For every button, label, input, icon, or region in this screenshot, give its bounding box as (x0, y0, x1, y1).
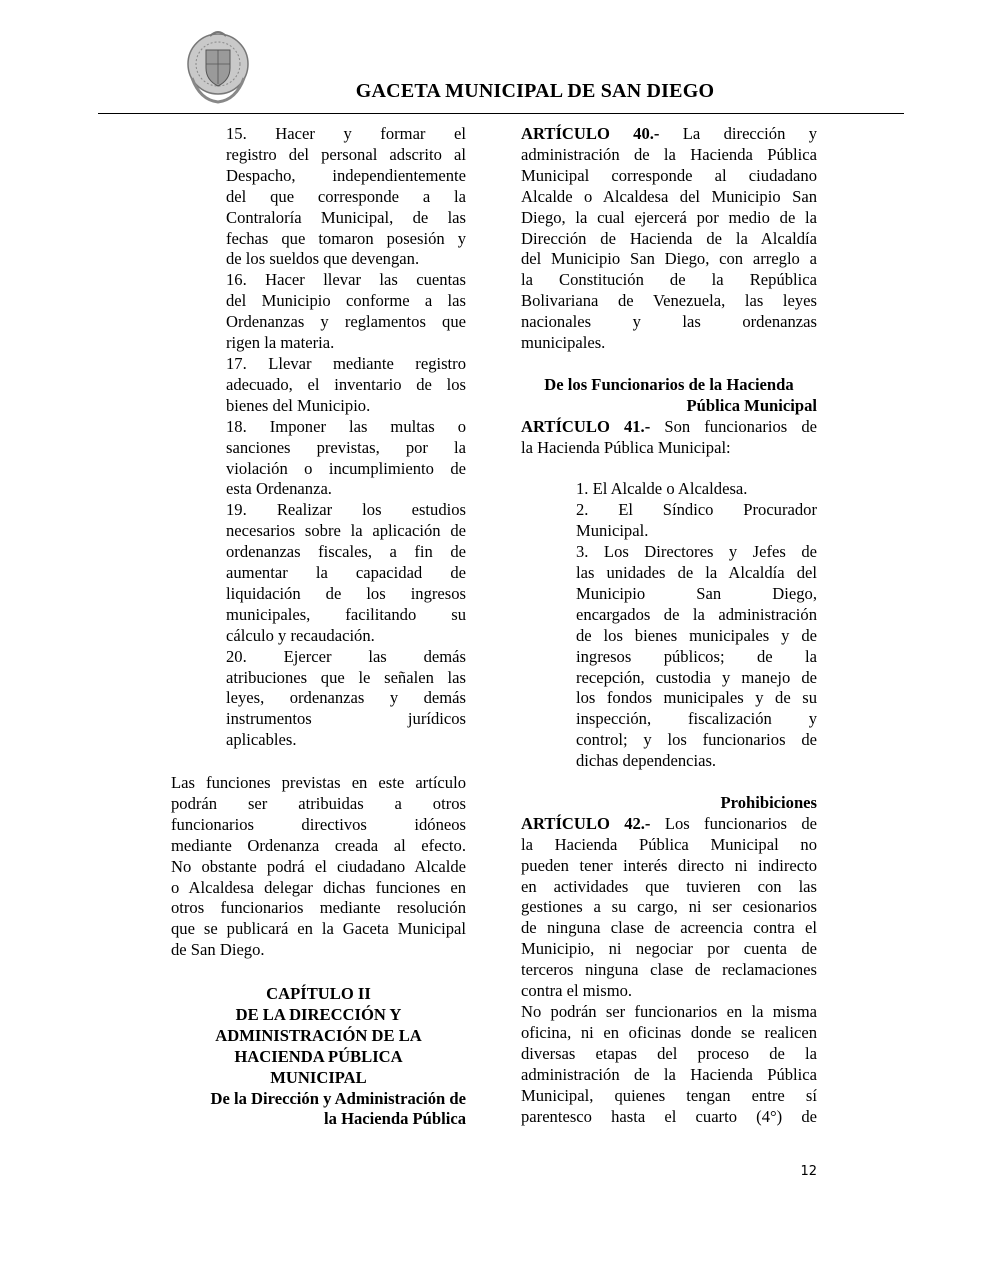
list-item-line: Ordenanzas y reglamentos que (226, 312, 466, 332)
article-text: La dirección y (682, 124, 817, 143)
list-item-line: bienes del Municipio. (226, 395, 371, 415)
article-label: ARTÍCULO 40.- (521, 124, 660, 143)
list-item-line: de los sueldos que devengan. (226, 249, 420, 269)
delegation-paragraph (171, 773, 466, 961)
section-heading-line: Pública Municipal (686, 395, 817, 415)
list-item-line: los fondos municipales y de su (576, 688, 817, 708)
officials-list (576, 479, 817, 772)
list-item-line: de los bienes municipales y de (576, 625, 817, 645)
article-line: Municipio, ni negociar por cuenta de (521, 939, 817, 959)
article-42 (521, 814, 817, 1128)
chapter-heading-line: CAPÍTULO II (266, 984, 371, 1003)
article-line: administración de la Hacienda Pública (521, 144, 817, 164)
article-line: municipales. (521, 333, 606, 353)
chapter-heading-line: DE LA DIRECCIÓN Y (235, 1004, 402, 1024)
gazette-title: GACETA MUNICIPAL DE SAN DIEGO (355, 80, 715, 102)
list-item (576, 542, 817, 772)
article-line: la Constitución de la República (521, 270, 817, 290)
article-first-line (521, 814, 817, 835)
list-item-line: ordenanzas fiscales, a fin de (226, 542, 466, 562)
list-item-line: 20. Ejercer las demás (226, 646, 466, 666)
section-heading-line: Prohibiciones (720, 792, 817, 812)
article-line: contra el mismo. (521, 981, 633, 1001)
list-item-line: dichas dependencias. (576, 751, 717, 771)
list-item-line: 17. Llevar mediante registro (226, 353, 466, 373)
article-line: Dirección de Hacienda de la Alcaldía (521, 228, 817, 248)
list-item-15 (226, 124, 466, 270)
list-item-line: del Municipio conforme a las (226, 291, 466, 311)
list-item-line: Municipal. (576, 521, 649, 541)
list-item-line: ingresos públicos; de la (576, 646, 817, 666)
paragraph-line: otros funcionarios mediante resolución (171, 898, 466, 918)
coat-of-arms-icon (186, 28, 250, 108)
article-line: No podrán ser funcionarios en la misma (521, 1002, 817, 1022)
list-item-line: necesarios sobre la aplicación de (226, 521, 466, 541)
list-item-line: liquidación de los ingresos (226, 583, 466, 603)
section-heading-line: De los Funcionarios de la Hacienda (544, 374, 794, 394)
article-line: oficina, ni en oficinas donde se realicen (521, 1022, 817, 1042)
article-first-line (521, 417, 817, 438)
paragraph-line: podrán ser atribuidas a otros (171, 793, 466, 813)
list-item-line: del que corresponde a la (226, 186, 466, 206)
article-line: la Hacienda Pública Municipal no (521, 834, 817, 854)
article-line: terceros ninguna clase de reclamaciones (521, 960, 817, 980)
article-line: en actividades que tuvieren con las (521, 876, 817, 896)
paragraph-line: o Alcaldesa delegar dichas funciones en (171, 877, 466, 897)
list-item-line: 16. Hacer llevar las cuentas (226, 270, 466, 290)
list-item-line: aplicables. (226, 730, 297, 750)
article-line: la Hacienda Pública Municipal: (521, 437, 731, 457)
list-item-line: leyes, ordenanzas y demás (226, 688, 466, 708)
list-item-17 (226, 354, 466, 417)
article-line: Diego, la cual ejercerá por medio de la (521, 207, 817, 227)
list-item-line: atribuciones que le señalen las (226, 667, 466, 687)
article-line: del Municipio San Diego, con arreglo a (521, 249, 817, 269)
list-item-line: registro del personal adscrito al (226, 144, 466, 164)
chapter-heading-line: HACIENDA PÚBLICA (234, 1046, 403, 1066)
list-item-19 (226, 500, 466, 646)
list-item-line: violación o incumplimiento de (226, 458, 466, 478)
list-item-line: esta Ordenanza. (226, 479, 332, 499)
chapter-heading-line: ADMINISTRACIÓN DE LA (215, 1025, 422, 1045)
article-label: ARTÍCULO 41.- (521, 416, 651, 436)
paragraph-line: Las funciones previstas en este artículo (171, 773, 466, 792)
list-item-line: 15. Hacer y formar el (226, 124, 466, 143)
paragraph-line: No obstante podrá el ciudadano Alcalde (171, 856, 466, 876)
article-text: Los funcionarios de (664, 813, 817, 833)
article-line: Alcalde o Alcaldesa del Municipio San (521, 186, 817, 206)
article-line: nacionales y las ordenanzas (521, 312, 817, 332)
list-item-20 (226, 647, 466, 752)
article-first-line (521, 124, 817, 145)
list-item-line: inspección, fiscalización y (576, 709, 817, 729)
list-item-line: municipales, facilitando su (226, 604, 466, 624)
list-item-line: 3. Los Directores y Jefes de (576, 542, 817, 562)
paragraph-line: de San Diego. (171, 940, 265, 960)
article-line: administración de la Hacienda Pública (521, 1064, 817, 1084)
article-line: parentesco hasta el cuarto (4°) de (521, 1106, 817, 1126)
article-41 (521, 417, 817, 459)
list-item-line: Despacho, independientemente (226, 165, 466, 185)
article-line: diversas etapas del proceso de la (521, 1043, 817, 1063)
article-line: gestiones a su cargo, ni ser cesionarios (521, 897, 817, 917)
list-item (576, 479, 817, 500)
section-heading-line: De la Dirección y Administración de (210, 1088, 466, 1108)
list-item-line: adecuado, el inventario de los (226, 374, 466, 394)
list-item-18 (226, 417, 466, 501)
paragraph-line: mediante Ordenanza creada al efecto. (171, 835, 466, 855)
chapter-heading (171, 984, 466, 1130)
list-item-line: 19. Realizar los estudios (226, 500, 466, 520)
list-item-16 (226, 270, 466, 354)
list-item-line: sanciones previstas, por la (226, 437, 466, 457)
list-item-line: aumentar la capacidad de (226, 563, 466, 583)
article-line: de ninguna clase de acreencia contra el (521, 918, 817, 938)
list-item-line: 2. El Síndico Procurador (576, 500, 817, 520)
article-40 (521, 124, 817, 354)
paragraph-line: funcionarios directivos idóneos (171, 814, 466, 834)
article-line: Municipal, quienes tengan entre sí (521, 1085, 817, 1105)
list-item-line: las unidades de la Alcaldía del (576, 563, 817, 582)
page-number: 12 (800, 1164, 817, 1179)
article-line: Municipal corresponde al ciudadano (521, 165, 817, 185)
section-heading-line: la Hacienda Pública (324, 1109, 466, 1129)
article-line: pueden tener interés directo ni indirecto (521, 855, 817, 875)
list-item-line: rigen la materia. (226, 333, 335, 353)
list-item-line: cálculo y recaudación. (226, 625, 375, 645)
article-text: Son funcionarios de (664, 416, 817, 436)
chapter-heading-line: MUNICIPAL (270, 1067, 367, 1087)
left-column-list (226, 124, 466, 751)
list-item-line: recepción, custodia y manejo de (576, 667, 817, 687)
list-item-line: control; y los funcionarios de (576, 730, 817, 750)
list-item-line: instrumentos jurídicos (226, 709, 466, 729)
list-item-line: Municipio San Diego, (576, 583, 817, 603)
article-line: Bolivariana de Venezuela, las leyes (521, 291, 817, 311)
list-item-line: encargados de la administración (576, 604, 817, 624)
right-column (521, 124, 817, 1127)
list-item-line: 1. El Alcalde o Alcaldesa. (576, 479, 748, 499)
paragraph-line: que se publicará en la Gaceta Municipal (171, 919, 466, 939)
list-item-line: fechas que tomaron posesión y (226, 228, 466, 248)
list-item (576, 500, 817, 542)
list-item-line: 18. Imponer las multas o (226, 416, 466, 436)
article-label: ARTÍCULO 42.- (521, 813, 651, 833)
header-divider (98, 113, 904, 114)
list-item-line: Contraloría Municipal, de las (226, 207, 466, 227)
